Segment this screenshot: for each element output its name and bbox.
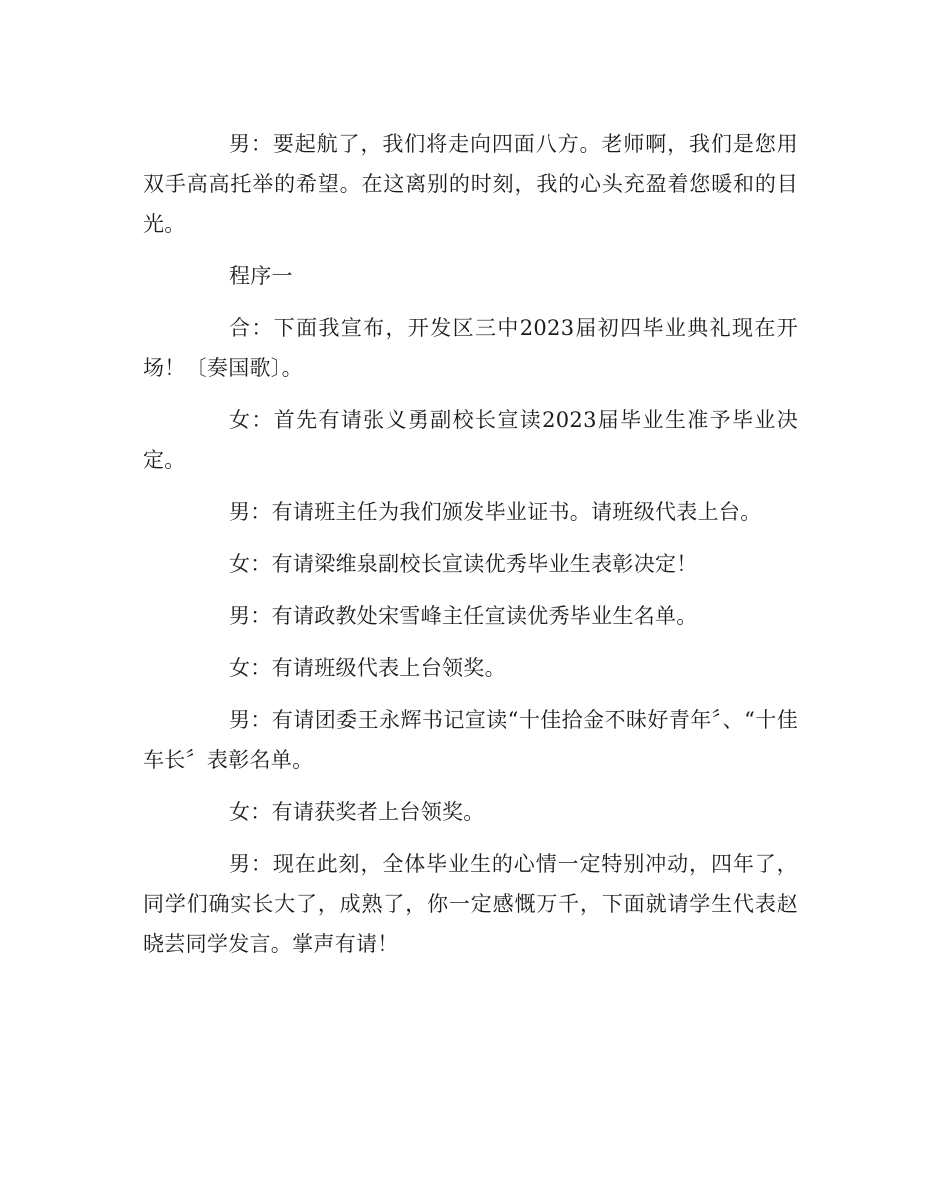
paragraph-4: 女：首先有请张义勇副校长宣读2023届毕业生准予毕业决定。 [143,408,798,472]
paragraph-7: 男：有请政教处宋雪峰主任宣读优秀毕业生名单。 [229,604,698,628]
document-body [143,124,798,976]
paragraph-9: 男：有请团委王永辉书记宣读“十佳拾金不昧好青年〞、“十佳车长〞表彰名单。 [143,708,798,772]
paragraph-5: 男：有请班主任为我们颁发毕业证书。请班级代表上台。 [229,500,762,524]
paragraph-11: 男：现在此刻，全体毕业生的心情一定特别冲动，四年了，同学们确实长大了，成熟了，你一定感慨万千，下面就请学生代表赵晓芸同学发言。掌声有请！ [143,852,798,956]
paragraph-6: 女：有请梁维泉副校长宣读优秀毕业生表彰决定！ [229,552,698,576]
paragraph-2: 程序一 [229,264,293,288]
paragraph-1: 男：要起航了，我们将走向四面八方。老师啊，我们是您用双手高高托举的希望。在这离别的时刻，我的心头充盈着您暖和的目光。 [143,132,798,236]
paragraph-3: 合：下面我宣布，开发区三中2023届初四毕业典礼现在开场！〔奏国歌〕。 [143,316,798,380]
paragraph-10: 女：有请获奖者上台领奖。 [229,800,485,824]
paragraph-8: 女：有请班级代表上台领奖。 [229,656,506,680]
